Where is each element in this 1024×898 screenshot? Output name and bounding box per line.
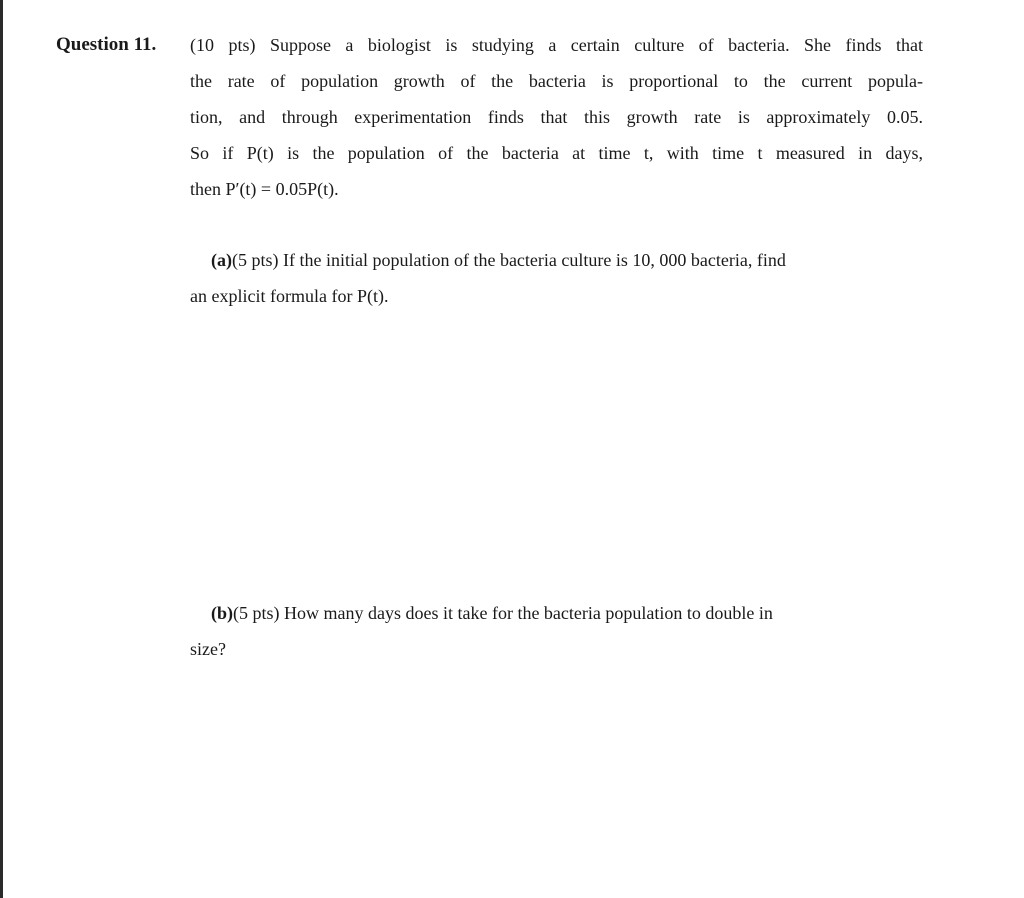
part-a-line-1: (5 pts) If the initial population of the bacteria culture is 10, 000 bacteria, find — [232, 250, 786, 270]
part-a-label: (a) — [211, 250, 232, 270]
question-line-1: (10 pts) Suppose a biologist is studying a certain culture of bacteria. She finds that — [190, 35, 923, 55]
part-a-first-line — [211, 249, 786, 271]
part-b-label: (b) — [211, 603, 233, 623]
question-line-2: the rate of population growth of the bacteria is proportional to the current popula- — [190, 71, 923, 91]
part-a-line-2: an explicit formula for P(t). — [190, 286, 389, 306]
question-label: Question 11. — [56, 34, 157, 55]
part-b-line-1: (5 pts) How many days does it take for the bacteria population to double in — [233, 603, 773, 623]
part-b-line-2: size? — [190, 639, 226, 659]
part-b-first-line — [211, 602, 773, 624]
question-line-4: So if P(t) is the population of the bacteria at time t, with time t measured in days, — [190, 143, 923, 163]
question-line-5: then P′(t) = 0.05P(t). — [190, 179, 339, 199]
question-line-3: tion, and through experimentation finds that this growth rate is approximately 0.05. — [190, 107, 923, 127]
